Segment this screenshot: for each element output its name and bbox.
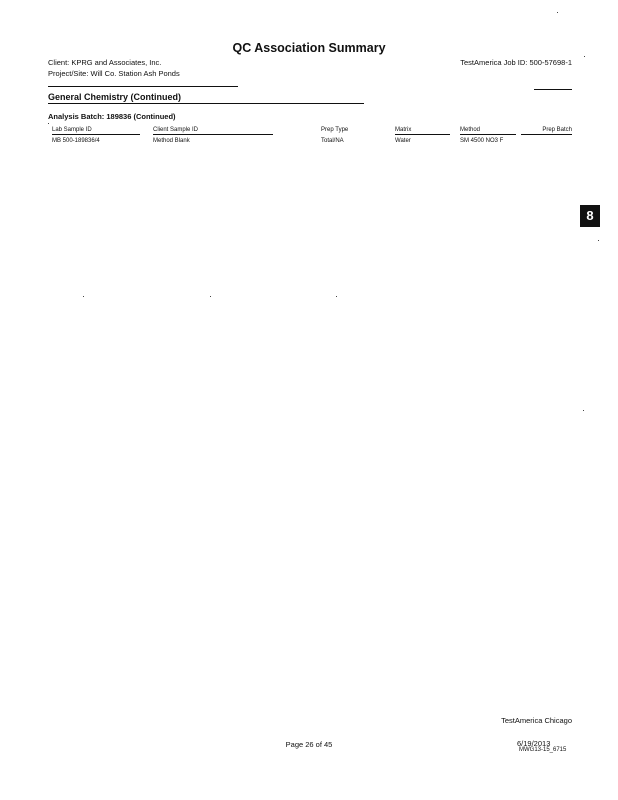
page-title: QC Association Summary [232, 41, 386, 55]
cell-lab-sample-id: MB 500-189836/4 [52, 138, 100, 144]
scan-speck [557, 12, 558, 13]
scan-speck [336, 296, 337, 297]
scan-speck [583, 410, 584, 411]
section-rule [48, 103, 364, 104]
col-method: Method [460, 127, 516, 135]
cell-method: SM 4500 NO3 F [460, 138, 504, 144]
footer-doc-id: MWG13-15_6715 [519, 747, 567, 753]
col-prep-batch: Prep Batch [521, 127, 572, 135]
cell-prep-type: Total/NA [321, 138, 344, 144]
col-prep-type: Prep Type [321, 127, 349, 133]
scan-speck [584, 56, 585, 57]
job-id: TestAmerica Job ID: 500-57698-1 [460, 58, 572, 67]
header-rule-left [48, 86, 238, 87]
scan-speck [48, 123, 49, 124]
analysis-batch: Analysis Batch: 189836 (Continued) [48, 112, 176, 121]
scan-speck [598, 240, 599, 241]
project-site: Project/Site: Will Co. Station Ash Ponds [48, 69, 180, 78]
header-rule-right [534, 89, 572, 90]
cell-client-sample-id: Method Blank [153, 138, 190, 144]
col-matrix: Matrix [395, 127, 450, 135]
section-title: General Chemistry (Continued) [48, 92, 182, 102]
col-client-sample-id: Client Sample ID [153, 127, 273, 135]
col-lab-sample-id: Lab Sample ID [52, 127, 140, 135]
footer-page: Page 26 of 45 [285, 740, 333, 749]
scan-speck [210, 296, 211, 297]
cell-matrix: Water [395, 138, 411, 144]
footer-lab: TestAmerica Chicago [501, 716, 572, 725]
scan-speck [83, 296, 84, 297]
section-tab: 8 [580, 205, 600, 227]
client-name: Client: KPRG and Associates, Inc. [48, 58, 162, 67]
footer-date: 6/19/2013 [517, 739, 551, 748]
